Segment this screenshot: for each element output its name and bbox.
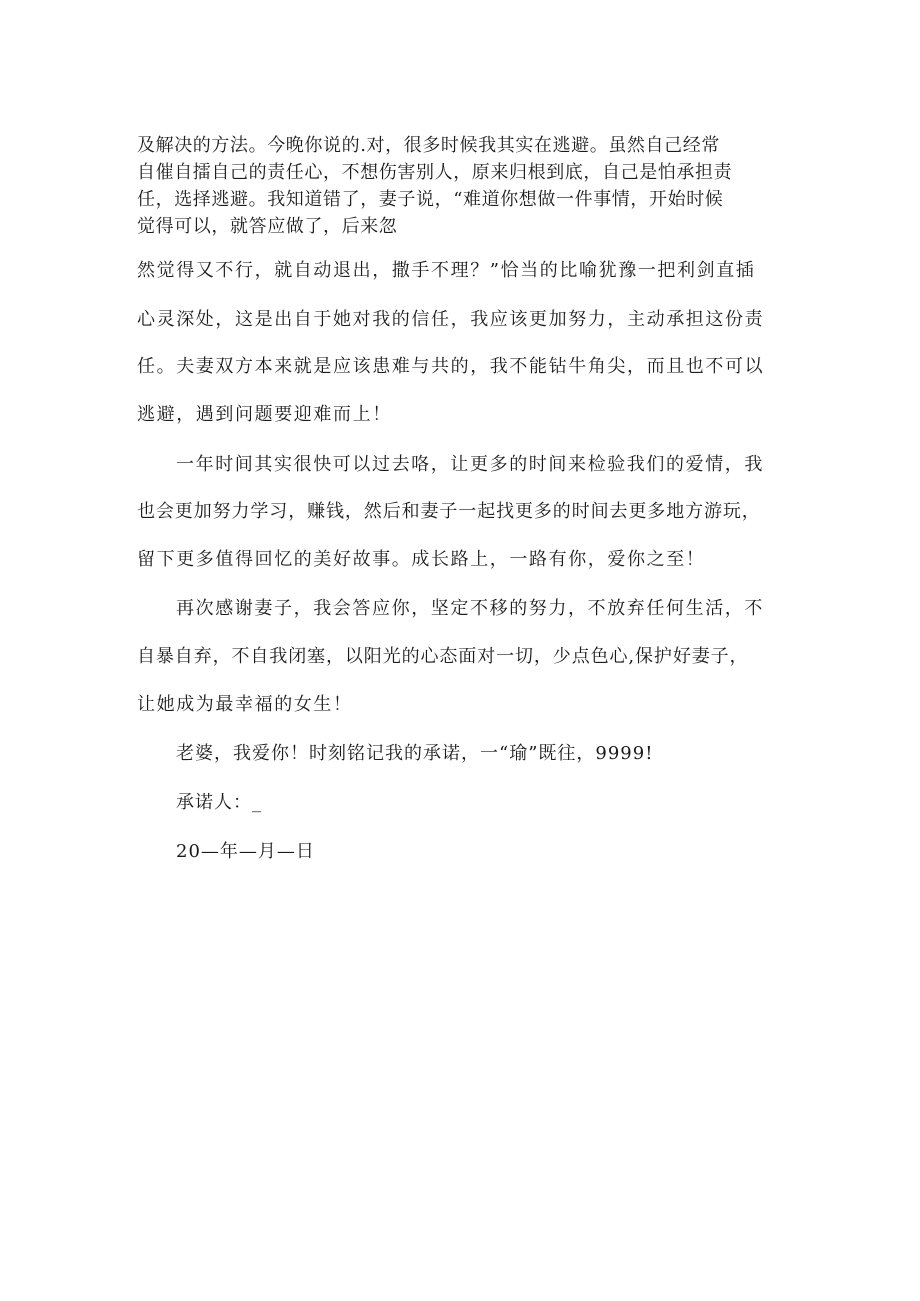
text-line: 自催自擂自己的责任心，不想伤害别人，原来归根到底，自己是怕承担责 [137,162,733,183]
date-line: 20—年—月—日 [176,841,315,862]
text-line: 及解决的方法。今晚你说的.对，很多时候我其实在逃避。虽然自己经常 [137,135,720,156]
text-line: 再次感谢妻子，我会答应你，坚定不移的努力，不放弃任何生活，不 [176,598,764,619]
text-line: 觉得可以，就答应做了，后来忽 [137,216,398,237]
closing-line: 老婆，我爱你！时刻铭记我的承诺，一“瑜”既往，9999! [176,743,654,764]
text-line: 任。夫妻双方本来就是应该患难与共的，我不能钻牛角尖，而且也不可以 [137,356,765,377]
text-line: 自暴自弃，不自我闭塞，以阳光的心态面对一切，少点色心,保护好妻子， [137,646,749,667]
text-line: 逃避，遇到问题要迎难而上！ [137,404,392,425]
text-line: 也会更加努力学习，赚钱，然后和妻子一起找更多的时间去更多地方游玩， [137,501,761,522]
text-line: 任，选择逃避。我知道错了，妻子说，“难道你想做一件事情，开始时候 [137,189,724,210]
text-line: 让她成为最幸福的女生！ [137,694,353,715]
text-line: 然觉得又不行，就自动退出，撒手不理？”恰当的比喻犹豫一把利剑直插 [137,260,756,281]
signer-line: 承诺人：_ [176,792,262,813]
text-line: 心灵深处，这是出自于她对我的信任，我应该更加努力，主动承担这份责 [137,309,765,330]
text-line: 一年时间其实很快可以过去咯，让更多的时间来检验我们的爱情，我 [176,454,764,475]
text-line: 留下更多值得回忆的美好故事。成长路上，一路有你，爱你之至！ [137,549,706,570]
